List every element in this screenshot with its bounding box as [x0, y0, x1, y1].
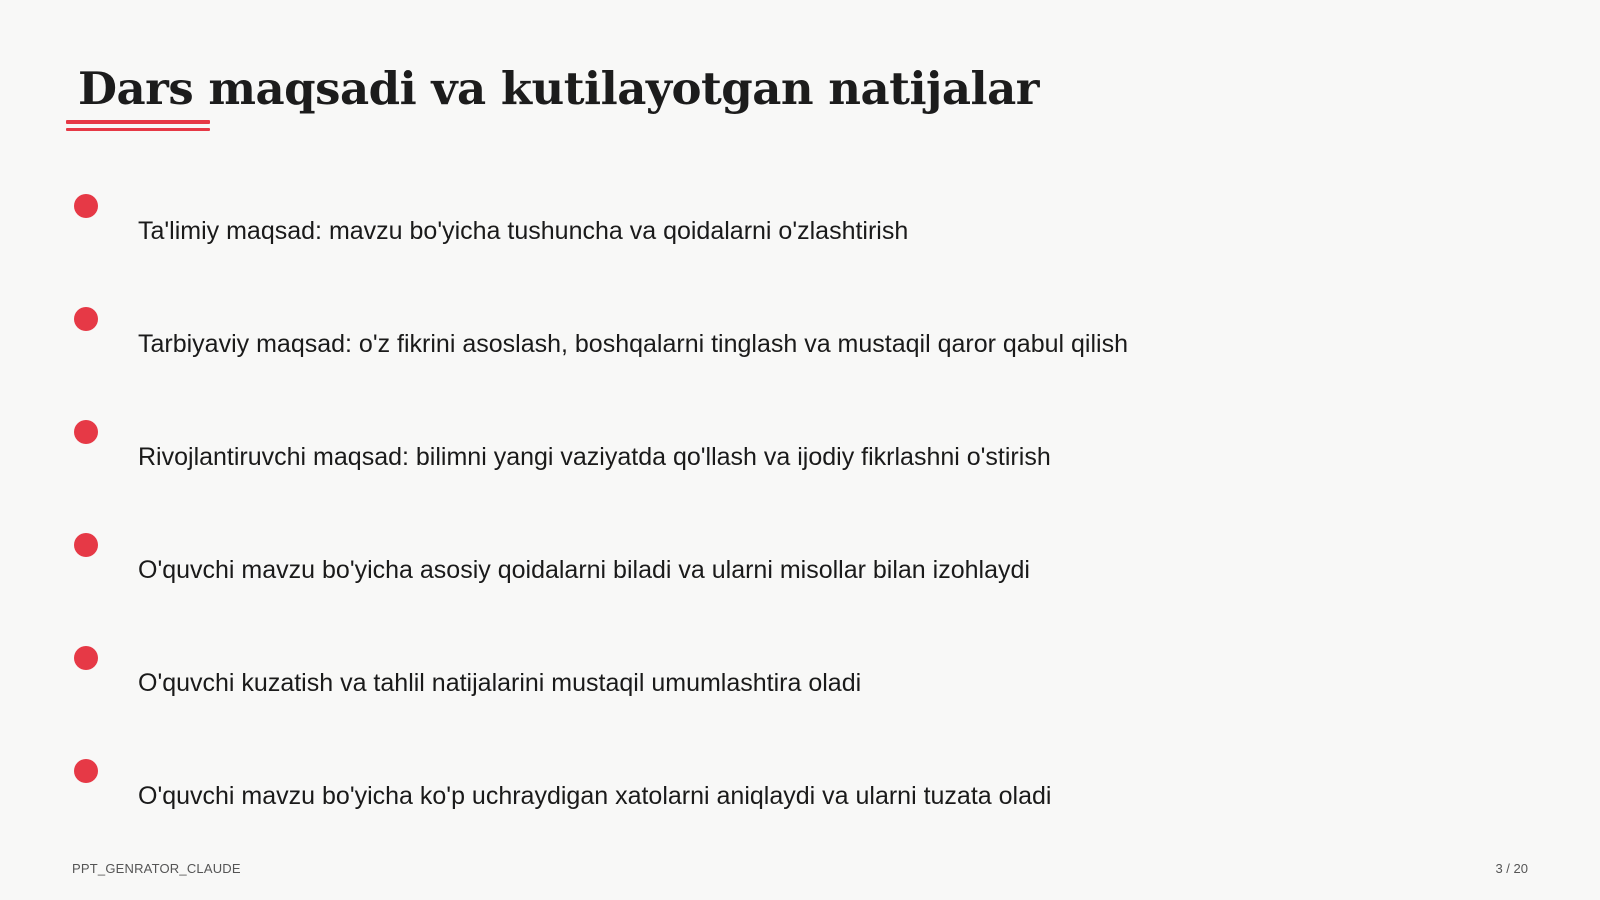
bullet-dot-icon	[74, 759, 98, 783]
list-item	[0, 194, 1500, 274]
slide-title: Dars maqsadi va kutilayotgan natijalar	[78, 62, 1039, 115]
list-item-text: Tarbiyaviy maqsad: o'z fikrini asoslash, boshqalarni tinglash va mustaqil qaror qabul qilish	[138, 330, 1128, 358]
bullet-dot-icon	[74, 420, 98, 444]
list-item	[0, 420, 1500, 500]
bullet-dot-icon	[74, 646, 98, 670]
page-indicator: 3 / 20	[1495, 861, 1528, 876]
list-item-text: O'quvchi mavzu bo'yicha asosiy qoidalarni biladi va ularni misollar bilan izohlaydi	[138, 556, 1030, 584]
list-item-text: O'quvchi kuzatish va tahlil natijalarini mustaqil umumlashtira oladi	[138, 669, 862, 697]
footer-source-label: PPT_GENRATOR_CLAUDE	[72, 861, 241, 876]
bullet-dot-icon	[74, 533, 98, 557]
list-item-text: Rivojlantiruvchi maqsad: bilimni yangi vaziyatda qo'llash va ijodiy fikrlashni o'stirish	[138, 443, 1051, 471]
list-item	[0, 533, 1500, 613]
title-underline	[66, 120, 210, 124]
bullet-dot-icon	[74, 194, 98, 218]
list-item	[0, 759, 1500, 839]
list-item	[0, 307, 1500, 387]
list-item-text: Ta'limiy maqsad: mavzu bo'yicha tushuncha va qoidalarni o'zlashtirish	[138, 217, 909, 245]
title-underline-secondary	[66, 128, 210, 131]
list-item	[0, 646, 1500, 726]
bullet-dot-icon	[74, 307, 98, 331]
list-item-text: O'quvchi mavzu bo'yicha ko'p uchraydigan xatolarni aniqlaydi va ularni tuzata oladi	[138, 782, 1052, 810]
